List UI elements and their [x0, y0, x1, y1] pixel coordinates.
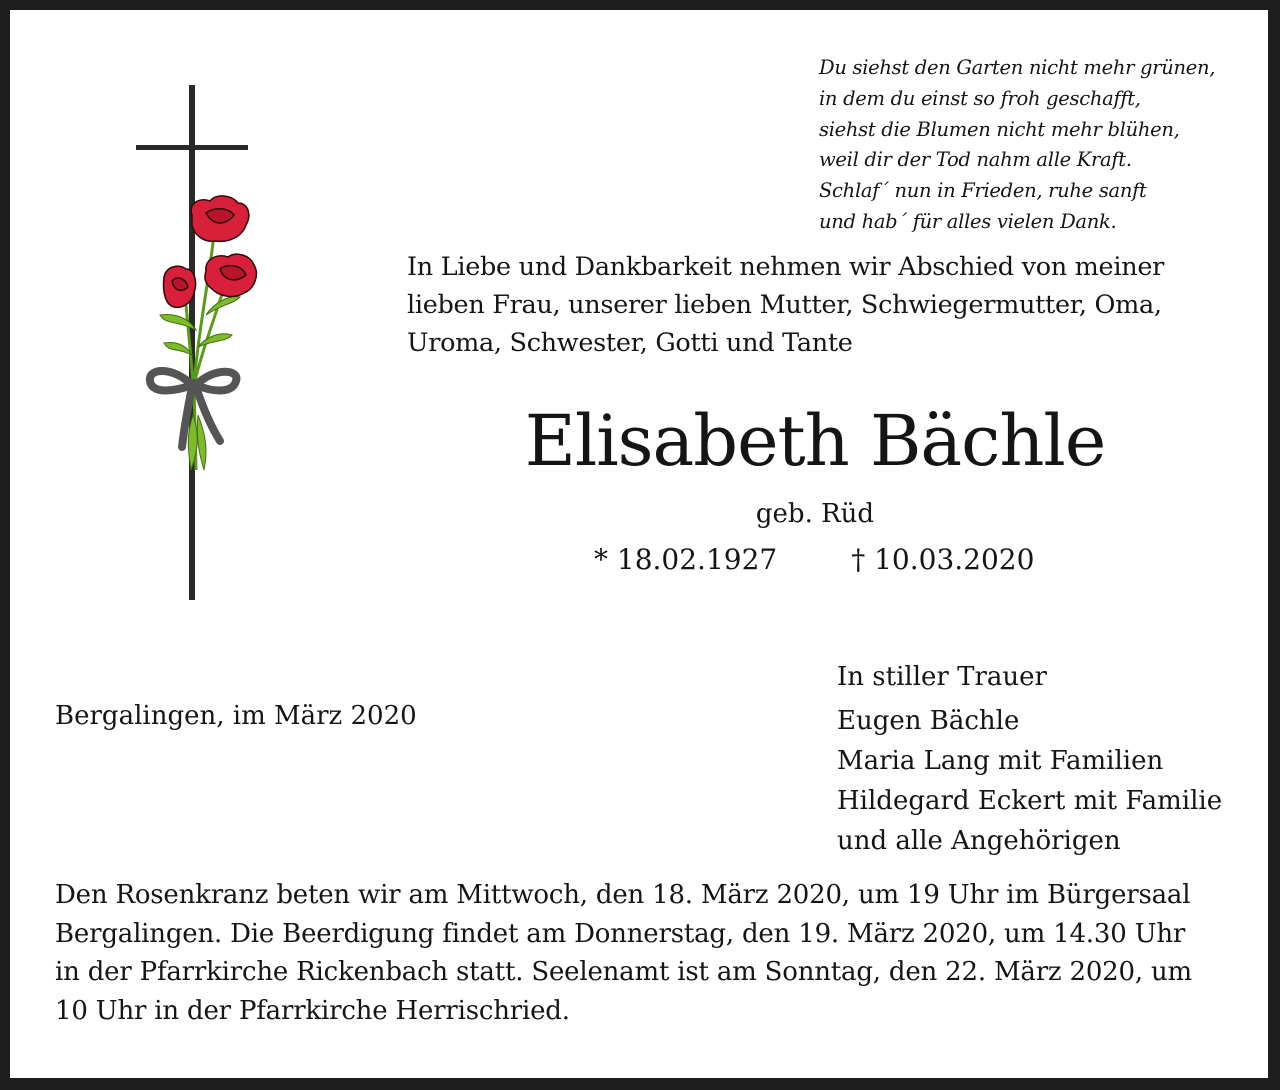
birth-name: geb. Rüd — [755, 499, 875, 529]
mourner-name: Maria Lang mit Familien — [837, 746, 1164, 776]
birth-date: * 18.02.1927 — [594, 543, 778, 576]
mourners-list — [837, 657, 1222, 861]
mourner-name: Eugen Bächle — [837, 706, 1020, 736]
mourner-name: und alle Angehörigen — [837, 826, 1121, 856]
poem-line: und hab´ für alles vielen Dank. — [819, 209, 1117, 233]
notice-line: Bergalingen. Die Beerdigung findet am Donnerstag, den 19. März 2020, um 14.30 Uhr — [55, 918, 1186, 949]
mourner-name: Hildegard Eckert mit Familie — [837, 786, 1223, 816]
poem-line: in dem du einst so froh geschafft, — [819, 86, 1141, 110]
obituary-notice — [10, 10, 1268, 1078]
farewell-intro — [407, 248, 1247, 362]
notice-line: 10 Uhr in der Pfarrkirche Herrischried. — [55, 995, 570, 1026]
poem — [819, 53, 1259, 238]
notice-line: in der Pfarrkirche Rickenbach statt. Seelenamt ist am Sonntag, den 22. März 2020, um — [55, 957, 1192, 987]
poem-line: Du siehst den Garten nicht mehr grünen, — [819, 56, 1216, 79]
place-and-date: Bergalingen, im März 2020 — [55, 701, 417, 731]
poem-line: siehst die Blumen nicht mehr blühen, — [819, 117, 1180, 141]
life-dates — [594, 540, 1034, 580]
mourners-heading: In stiller Trauer — [837, 662, 1047, 692]
notice-line: Den Rosenkranz beten wir am Mittwoch, den 18. März 2020, um 19 Uhr im Bürgersaal — [55, 880, 1191, 910]
intro-line: Uroma, Schwester, Gotti und Tante — [407, 328, 853, 358]
cross-with-roses-icon — [136, 85, 261, 605]
intro-line: lieben Frau, unserer lieben Mutter, Schwiegermutter, Oma, — [407, 290, 1162, 320]
poem-line: weil dir der Tod nahm alle Kraft. — [819, 148, 1132, 172]
poem-line: Schlaf´ nun in Frieden, ruhe sanft — [819, 179, 1147, 203]
service-notice — [55, 876, 1255, 1030]
intro-line: In Liebe und Dankbarkeit nehmen wir Abschied von meiner — [407, 252, 1165, 282]
death-date: † 10.03.2020 — [851, 543, 1035, 576]
deceased-name: Elisabeth Bächle — [524, 400, 1106, 482]
